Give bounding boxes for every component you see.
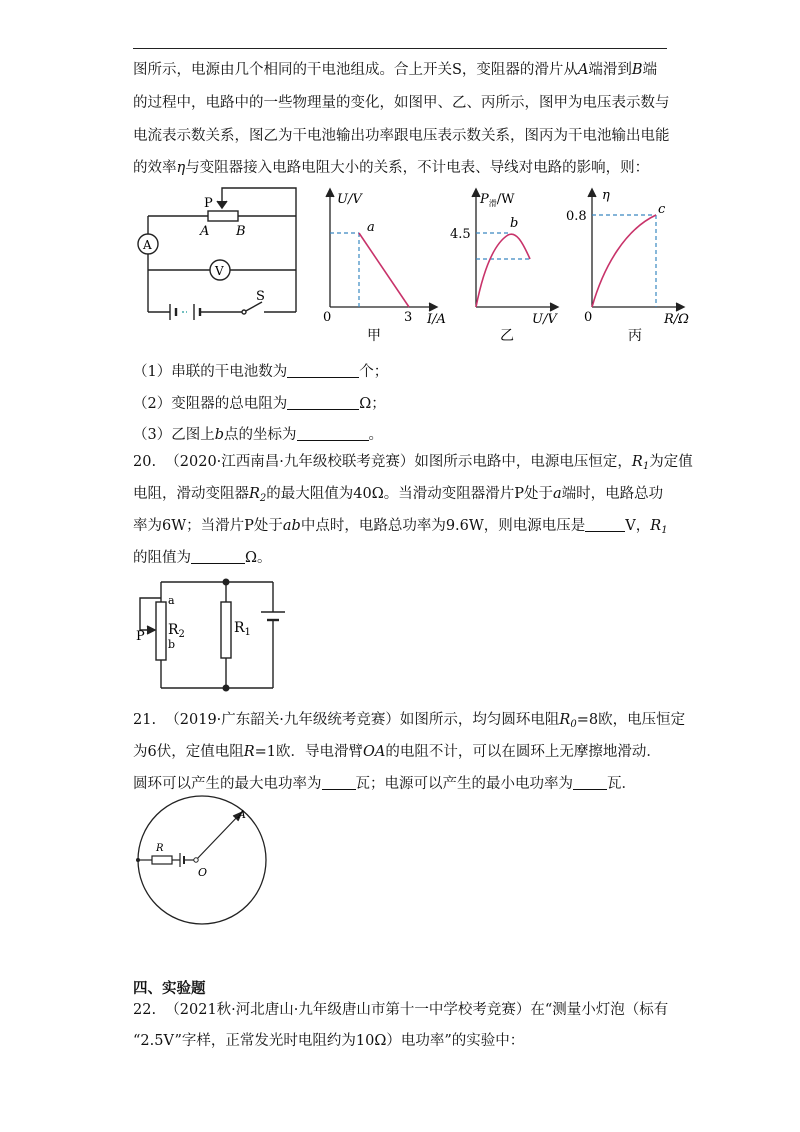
q21-line-3: 圆环可以产生的最大电功率为 瓦；电源可以产生的最小电功率为 瓦． — [133, 776, 636, 792]
jia-origin: 0 — [323, 310, 332, 325]
q19-sub-2: （2）变阻器的总电阻为 Ω； — [133, 396, 386, 412]
q19-circuit-diagram — [130, 180, 310, 320]
q20-r2-label: $R_2$ — [168, 622, 185, 640]
q19-sub-1: （1）串联的干电池数为 个； — [133, 364, 389, 380]
q19-end-a-label: A — [200, 224, 210, 239]
q19-intro-line-3: 电流表示数关系，图乙为干电池输出功率跟电压表示数关系，图丙为干电池输出电能 — [133, 128, 670, 144]
bing-origin: 0 — [584, 310, 593, 325]
q19-switch-label: S — [256, 289, 265, 304]
q20-line-2: 电阻，滑动变阻器$R_2$的最大阻值为40Ω。当滑动变阻器滑片P处于a端时，电路总功 — [133, 486, 664, 504]
answer-blank[interactable] — [297, 426, 369, 441]
q20-circuit-diagram — [128, 578, 303, 698]
bing-point-c: c — [658, 202, 666, 217]
yi-point-b: b — [510, 216, 519, 231]
answer-blank[interactable] — [287, 395, 359, 410]
bing-xlabel: R/Ω — [664, 312, 689, 327]
q20-line-1: 20. （2020·江西南昌·九年级校联考竞赛）如图所示电路中，电源电压恒定，$R_1$为定值 — [133, 454, 693, 472]
graph-yi — [448, 185, 568, 345]
q21-center-o-label: O — [198, 866, 208, 879]
yi-xlabel: U/V — [532, 312, 557, 327]
q20-line-3: 率为6W；当滑片P处于ab中点时，电路总功率为9.6W，则电源电压是 V，$R_1$ — [133, 518, 668, 536]
jia-point-a: a — [367, 220, 375, 235]
jia-x-tick: 3 — [404, 310, 413, 325]
yi-ylabel: $P_滑/W$ — [480, 192, 515, 208]
q19-intro-line-4: 的效率η与变阻器接入电路电阻大小的关系，不计电表、导线对电路的影响，则： — [133, 160, 650, 176]
yi-y-tick: 4.5 — [450, 227, 471, 242]
ammeter-icon: A — [143, 238, 152, 252]
section-title: 四、实验题 — [133, 981, 206, 997]
answer-blank[interactable] — [322, 775, 356, 790]
q21-point-a-label: A — [238, 808, 246, 821]
q20-end-b-label: b — [168, 638, 176, 651]
q19-sub-3: （3）乙图上b点的坐标为 。 — [133, 427, 384, 443]
q21-line-1: 21. （2019·广东韶关·九年级统考竞赛）如图所示，均匀圆环电阻$R_0=8$欧，电压恒定 — [133, 712, 686, 730]
q22-line-1: 22. （2021秋·河北唐山·九年级唐山市第十一中学校考竞赛）在“测量小灯泡（标有 — [133, 1002, 669, 1018]
jia-caption: 甲 — [367, 328, 381, 344]
q19-slider-label: P — [204, 196, 213, 211]
q21-ring-diagram — [130, 800, 290, 960]
q20-line-4: 的阻值为 Ω。 — [133, 550, 272, 566]
graph-bing — [566, 185, 700, 345]
bing-ylabel: η — [602, 188, 610, 203]
voltmeter-icon: V — [215, 264, 224, 278]
q20-slider-label: P — [136, 629, 145, 644]
q19-intro-line-1: 图所示，电源由几个相同的干电池组成。合上开关S，变阻器的滑片从A端滑到B端 — [133, 62, 658, 78]
q19-end-b-label: B — [236, 224, 246, 239]
answer-blank[interactable] — [585, 517, 625, 532]
q21-resistor-label: R — [156, 843, 164, 854]
bing-y-tick: 0.8 — [566, 209, 587, 224]
q21-line-2: 为6伏，定值电阻R=1欧．导电滑臂OA的电阻不计，可以在圆环上无摩擦地滑动． — [133, 744, 661, 760]
bing-caption: 丙 — [628, 328, 642, 344]
jia-xlabel: I/A — [427, 312, 446, 327]
graph-jia — [315, 185, 445, 345]
q22-line-2: “2.5V”字样，正常发光时电阻约为10Ω）电功率”的实验中： — [133, 1033, 525, 1049]
q20-end-a-label: a — [168, 594, 175, 607]
q19-intro-line-2: 的过程中，电路中的一些物理量的变化，如图甲、乙、丙所示，图甲为电压表示数与 — [133, 95, 670, 111]
top-rule — [133, 48, 667, 49]
jia-ylabel: U/V — [337, 192, 362, 207]
q20-r1-label: $R_1$ — [234, 620, 251, 638]
answer-blank[interactable] — [191, 549, 245, 564]
answer-blank[interactable] — [287, 363, 359, 378]
answer-blank[interactable] — [573, 775, 607, 790]
yi-caption: 乙 — [500, 328, 514, 344]
